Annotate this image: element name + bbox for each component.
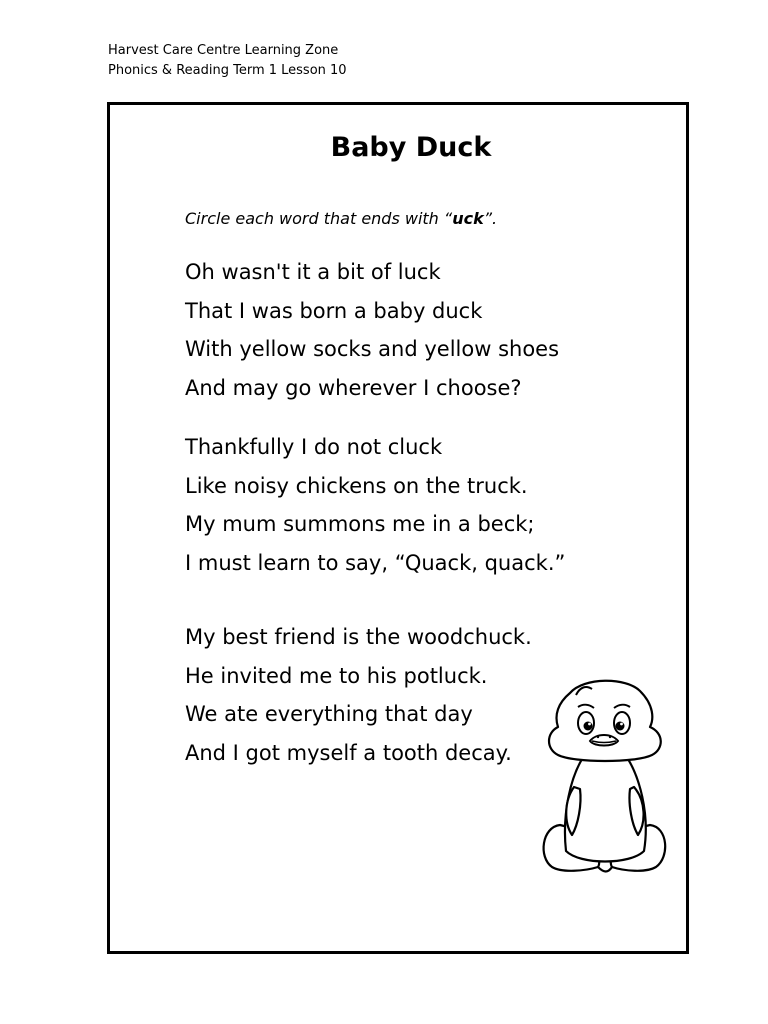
page-header — [108, 41, 347, 81]
poem-line: Oh wasn't it a bit of luck — [185, 260, 441, 284]
poem-stanza-2 — [185, 428, 565, 582]
poem-line: He invited me to his potluck. — [185, 663, 488, 688]
instruction-suffix: ”. — [483, 209, 498, 228]
duckling-illustration — [540, 675, 670, 887]
header-centre-name: Harvest Care Centre Learning Zone — [108, 43, 339, 58]
poem-line: My mum summons me in a beck; — [185, 512, 535, 536]
instruction-emphasis: uck — [452, 209, 484, 228]
worksheet-title: Baby Duck — [330, 132, 492, 163]
poem-line: Thankfully I do not cluck — [185, 435, 443, 459]
poem-line: With yellow socks and yellow shoes — [185, 337, 560, 361]
instruction-prefix: Circle each word that ends with “ — [185, 209, 453, 228]
header-lesson-info: Phonics & Reading Term 1 Lesson 10 — [108, 63, 347, 78]
instruction-text — [185, 209, 497, 228]
poem-line: My best friend is the woodchuck. — [185, 625, 532, 649]
worksheet-frame — [107, 102, 689, 954]
poem-line: That I was born a baby duck — [185, 298, 483, 323]
poem-line: And may go wherever I choose? — [185, 375, 522, 400]
poem-line: Like noisy chickens on the truck. — [185, 473, 528, 498]
poem-line: I must learn to say, “Quack, quack.” — [185, 550, 566, 575]
poem-stanza-1 — [185, 253, 559, 407]
poem-line: And I got myself a tooth decay. — [185, 740, 512, 765]
poem-stanza-3 — [185, 618, 532, 772]
poem-line: We ate everything that day — [185, 702, 473, 726]
